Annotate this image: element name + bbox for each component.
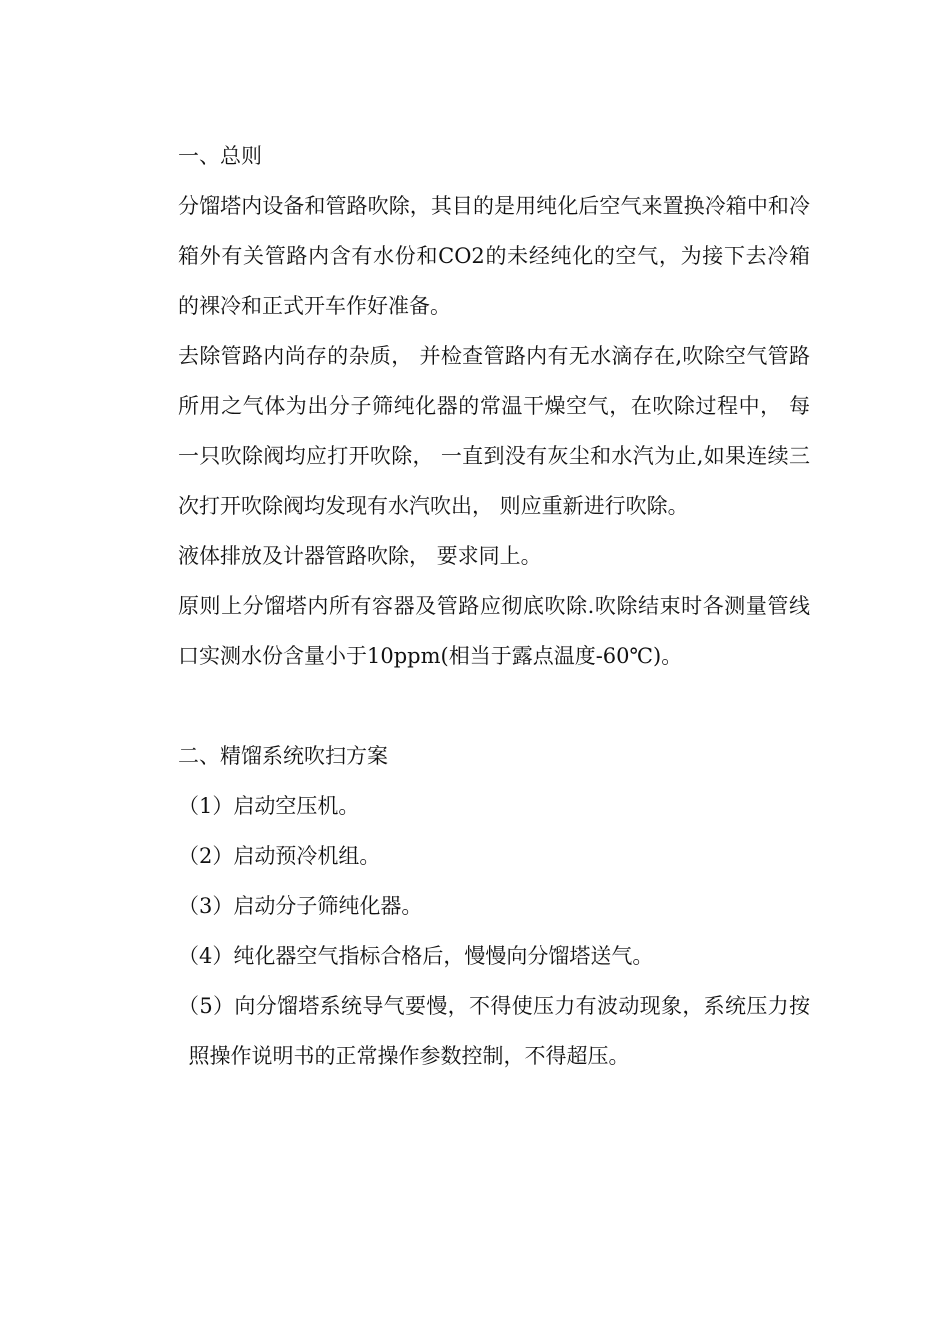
- section-1-title: 一、总则: [178, 144, 262, 168]
- step-5-pressure-control: （5）向分馏塔系统导气要慢，不得使压力有波动现象，系统压力按照操作说明书的正常操作参数控制，不得超压。: [178, 994, 810, 1068]
- section-1-paragraph-procedure: 去除管路内尚存的杂质， 并检查管路内有无水滴存在,吹除空气管路所用之气体为出分子筛纯化器的常温干燥空气，在吹除过程中， 每一只吹除阀均应打开吹除， 一直到没有灰尘和水汽为止,如果连续三次打开吹除阀均发现有水汽吹出， 则应重新进行吹除。: [178, 344, 810, 518]
- step-4-send-air-to-column: （4）纯化器空气指标合格后，慢慢向分馏塔送气。: [178, 944, 654, 968]
- document-body: [178, 131, 810, 1081]
- section-1-paragraph-principle: 原则上分馏塔内所有容器及管路应彻底吹除.吹除结束时各测量管线口实测水份含量小于10ppm(相当于露点温度-60℃)。: [178, 594, 810, 668]
- step-3-start-molecular-sieve: （3）启动分子筛纯化器。: [178, 894, 423, 918]
- step-2-start-precooling-unit: （2）启动预冷机组。: [178, 844, 381, 868]
- step-1-start-air-compressor: （1）启动空压机。: [178, 794, 360, 818]
- section-spacer: [178, 681, 810, 731]
- section-2-title: 二、精馏系统吹扫方案: [178, 744, 388, 768]
- section-1-paragraph-liquid-discharge: 液体排放及计器管路吹除， 要求同上。: [178, 544, 542, 568]
- section-1-paragraph-purpose: 分馏塔内设备和管路吹除，其目的是用纯化后空气来置换冷箱中和冷箱外有关管路内含有水份和CO2的未经纯化的空气，为接下去冷箱的裸冷和正式开车作好准备。: [178, 194, 810, 318]
